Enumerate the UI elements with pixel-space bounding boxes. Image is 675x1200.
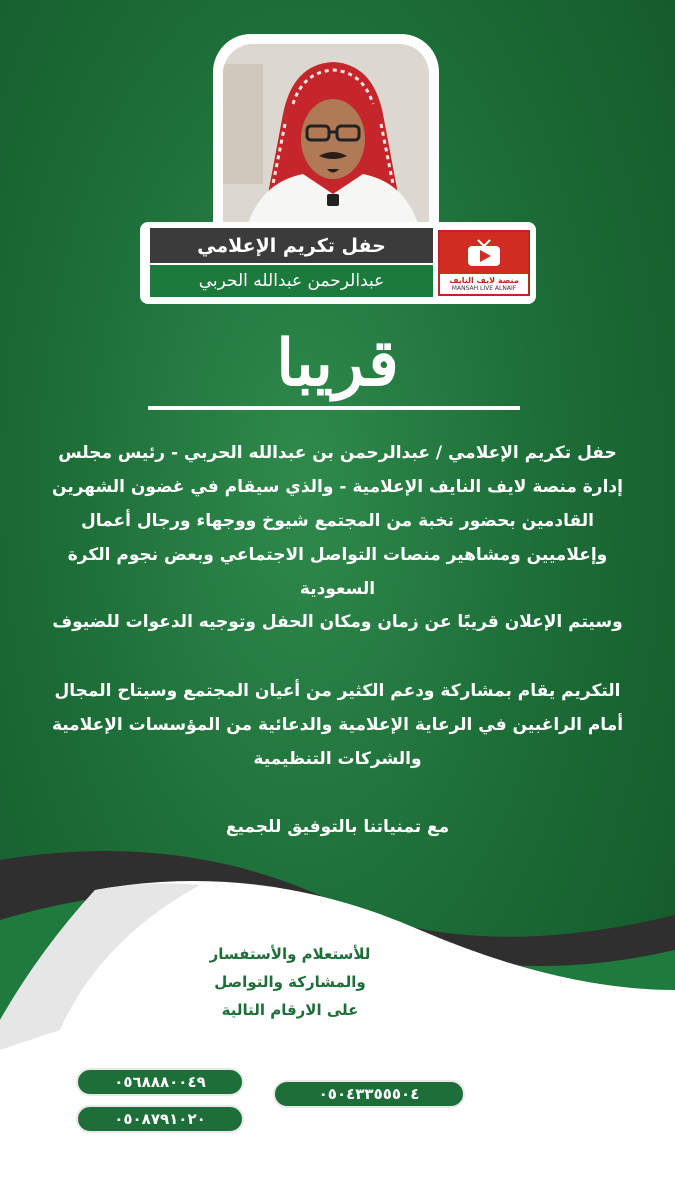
- phone-number[interactable]: ٠٥٠٤٣٣٥٥٥٠٤: [273, 1080, 465, 1108]
- logo-name-ar: منصة لايف النايف: [449, 276, 519, 285]
- honoree-photo: [223, 44, 429, 244]
- honoree-name: عبدالرحمن عبدالله الحربي: [150, 265, 433, 297]
- platform-logo: [438, 230, 530, 296]
- contact-info: [205, 940, 375, 1024]
- phone-number[interactable]: ٠٥٦٨٨٨٠٠٤٩: [76, 1068, 244, 1096]
- phone-number[interactable]: ٠٥٠٨٧٩١٠٢٠: [76, 1105, 244, 1133]
- headline: قريبا: [276, 326, 399, 401]
- photo-frame: [213, 34, 439, 244]
- contact-line-2: والمشاركة والتواصل: [214, 973, 366, 991]
- paragraph-sponsorship: التكريم يقام بمشاركة ودعم الكثير من أعيان المجتمع وسيتاح المجال أمام الراغبين في الرعاية الإعلامية والدعائية من المؤسسات الإعلامية والشركات التنظيمية: [51, 681, 624, 769]
- paragraph-invitations: وسيتم الإعلان قريبًا عن زمان ومكان الحفل وتوجيه الدعوات للضيوف: [52, 612, 623, 632]
- paragraph-wishes: مع تمنياتنا بالتوفيق للجميع: [225, 817, 450, 837]
- play-tv-icon: [464, 238, 504, 268]
- logo-name-en: MANSAH LIVE ALNAIF: [451, 285, 517, 292]
- event-title: حفل تكريم الإعلامي: [150, 228, 433, 263]
- contact-line-1: للأستعلام والأستفسار: [209, 945, 371, 963]
- paragraph-announcement: حفل تكريم الإعلامي / عبدالرحمن بن عبدالله الحربي - رئيس مجلس إدارة منصة لايف النايف الإعلامية - والذي سيقام في غضون الشهرين القادمين بحضور نخبة من المجتمع شيوخ ووجهاء ورجال أعمال وإعلاميين ومشاهير منصات التواصل الاجتماعي وبعض نجوم الكرة السعودية: [52, 443, 623, 599]
- contact-line-3: على الارقام التالية: [221, 1001, 359, 1019]
- person-portrait-icon: [223, 44, 429, 244]
- headline-underline: [148, 406, 520, 410]
